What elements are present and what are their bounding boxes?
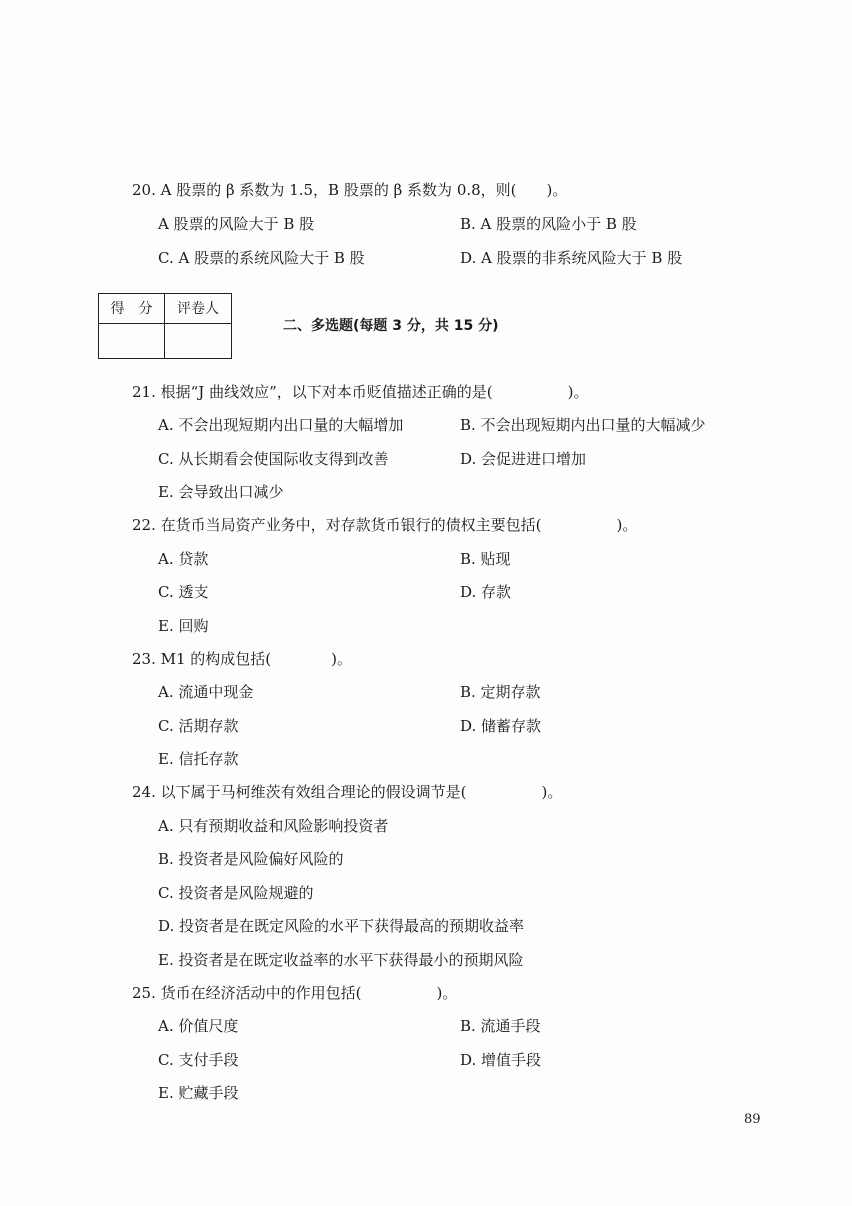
question-24-option-a: A. 只有预期收益和风险影响投资者 [158,817,389,835]
question-23-option-e: E. 信托存款 [158,750,239,768]
question-23-option-c: C. 活期存款 [158,717,239,735]
question-23-stem: 23. M1 的构成包括( )。 [132,650,352,668]
question-20-option-b: B. A 股票的风险小于 B 股 [460,215,637,233]
question-24-stem: 24. 以下属于马柯维茨有效组合理论的假设调节是( )。 [132,783,563,801]
question-20-stem: 20. A 股票的 β 系数为 1.5，B 股票的 β 系数为 0.8，则( )。 [132,181,568,199]
question-21-option-c: C. 从长期看会使国际收支得到改善 [158,450,389,468]
question-21-option-d: D. 会促进进口增加 [460,450,587,468]
grader-header: 评卷人 [165,294,231,324]
question-21-option-b: B. 不会出现短期内出口量的大幅减少 [460,416,706,434]
question-21-stem: 21. 根据“J 曲线效应”，以下对本币贬值描述正确的是( )。 [132,383,589,401]
question-21-option-e: E. 会导致出口减少 [158,483,284,501]
question-20-option-c: C. A 股票的系统风险大于 B 股 [158,249,365,267]
score-header: 得 分 [99,294,165,324]
question-25-stem: 25. 货币在经济活动中的作用包括( )。 [132,984,458,1002]
question-22-option-a: A. 贷款 [158,550,209,568]
question-24-option-e: E. 投资者是在既定收益率的水平下获得最小的预期风险 [158,951,524,969]
question-24-option-d: D. 投资者是在既定风险的水平下获得最高的预期收益率 [158,917,525,935]
question-22-option-e: E. 回购 [158,617,209,635]
question-25-option-d: D. 增值手段 [460,1051,542,1069]
question-25-option-c: C. 支付手段 [158,1051,239,1069]
question-22-option-b: B. 贴现 [460,550,511,568]
question-23-option-a: A. 流通中现金 [158,683,254,701]
page-number: 89 [744,1112,761,1127]
question-23-option-b: B. 定期存款 [460,683,541,701]
question-23-option-d: D. 储蓄存款 [460,717,542,735]
question-22-stem: 22. 在货币当局资产业务中，对存款货币银行的债权主要包括( )。 [132,516,638,534]
question-25-option-a: A. 价值尺度 [158,1017,239,1035]
question-20-option-a: A 股票的风险大于 B 股 [158,215,315,233]
question-20-option-d: D. A 股票的非系统风险大于 B 股 [460,249,683,267]
grader-cell [165,324,231,358]
section-title: 二、多选题(每题 3 分，共 15 分) [283,318,499,334]
score-table [98,293,232,359]
question-25-option-e: E. 贮藏手段 [158,1084,239,1102]
question-24-option-b: B. 投资者是风险偏好风险的 [158,850,344,868]
question-25-option-b: B. 流通手段 [460,1017,541,1035]
score-cell [99,324,165,358]
question-21-option-a: A. 不会出现短期内出口量的大幅增加 [158,416,404,434]
question-22-option-d: D. 存款 [460,583,512,601]
question-24-option-c: C. 投资者是风险规避的 [158,884,314,902]
question-22-option-c: C. 透支 [158,583,209,601]
